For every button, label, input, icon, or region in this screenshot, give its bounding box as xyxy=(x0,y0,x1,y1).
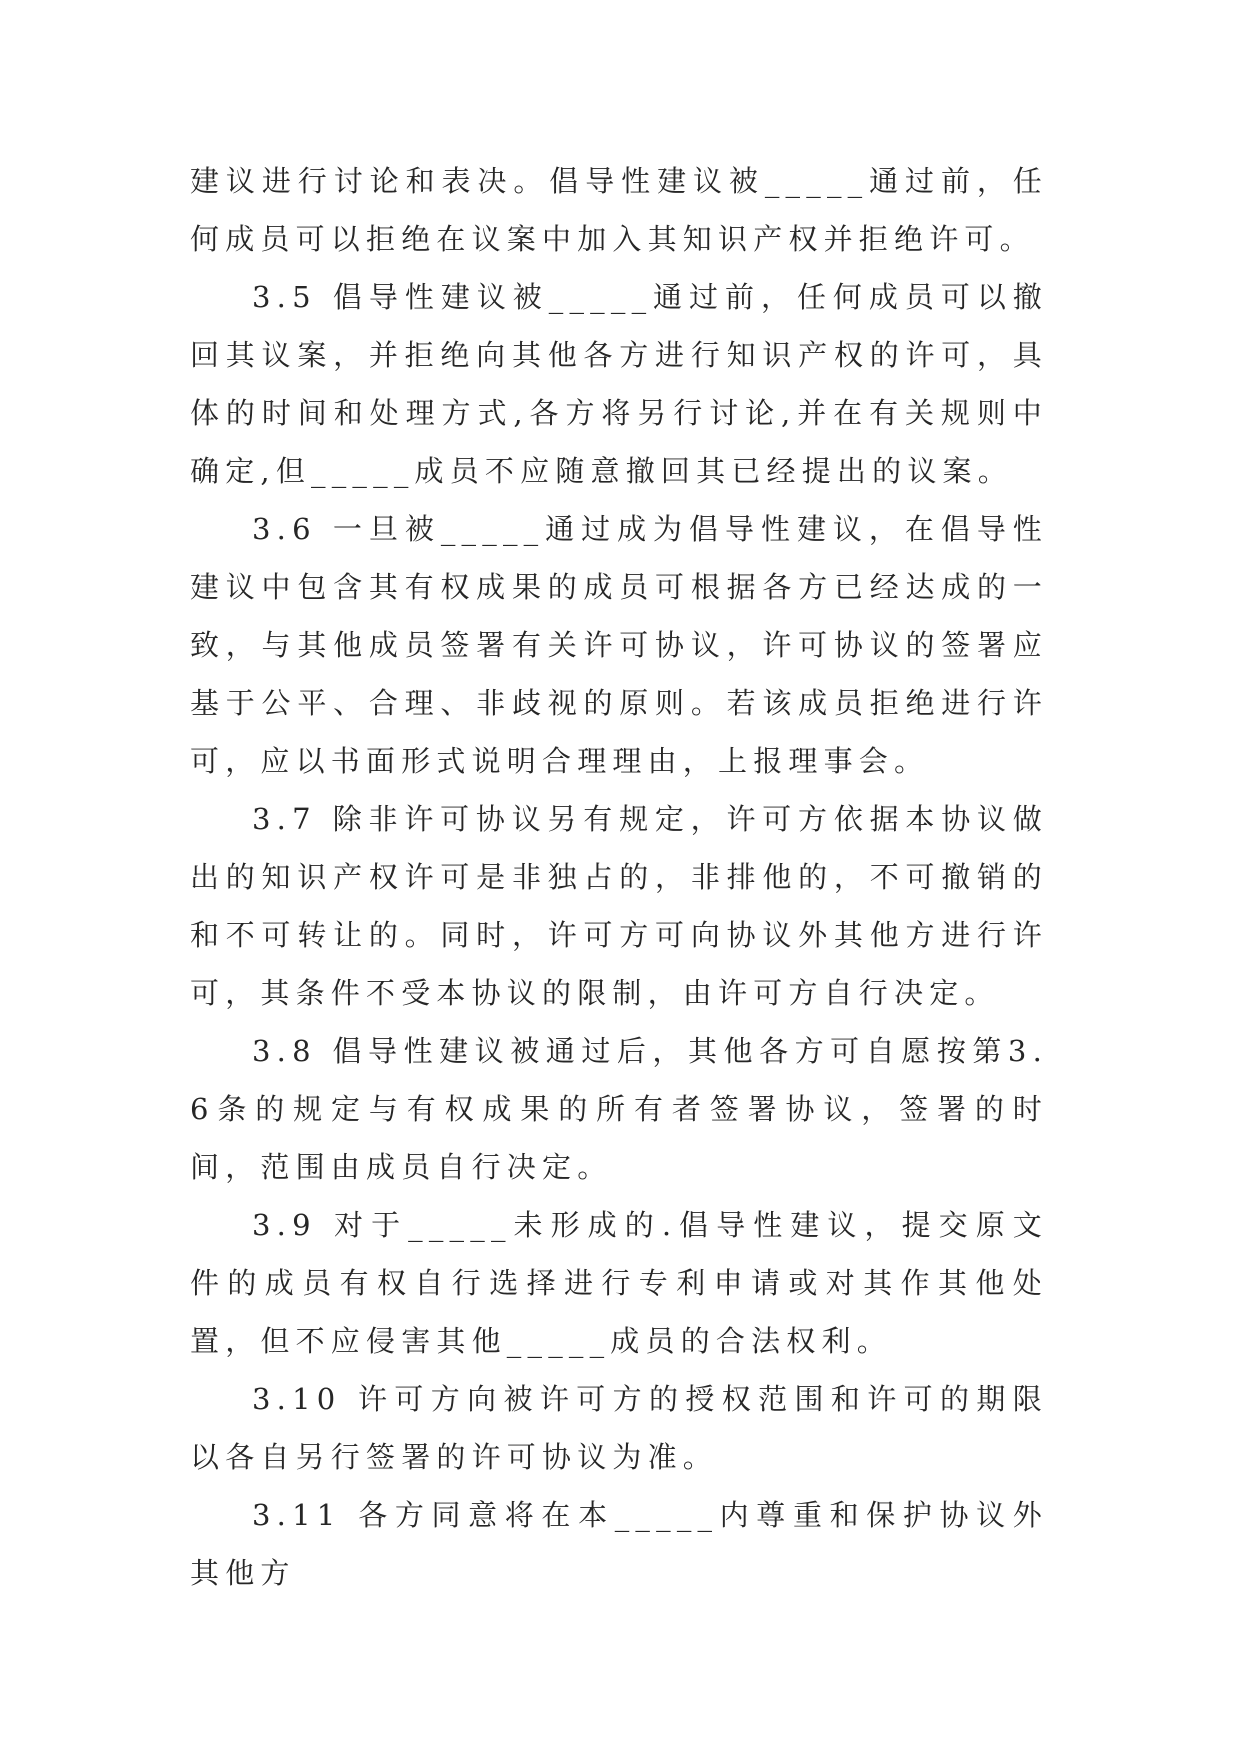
paragraph-clause-3-9: 3.9 对于_____未形成的.倡导性建议，提交原文件的成员有权自行选择进行专利申请或对其作其他处置，但不应侵害其他_____成员的合法权利。 xyxy=(190,1208,1048,1358)
document-body xyxy=(190,152,1048,1602)
paragraph-clause-3-7: 3.7 除非许可协议另有规定，许可方依据本协议做出的知识产权许可是非独占的，非排他的，不可撤销的和不可转让的。同时，许可方可向协议外其他方进行许可，其条件不受本协议的限制，由许可方自行决定。 xyxy=(190,802,1048,1010)
paragraph-clause-3-10: 3.10 许可方向被许可方的授权范围和许可的期限以各自另行签署的许可协议为准。 xyxy=(190,1382,1048,1474)
paragraph-continuation: 建议进行讨论和表决。倡导性建议被_____通过前，任何成员可以拒绝在议案中加入其知识产权并拒绝许可。 xyxy=(190,164,1048,256)
paragraph-clause-3-5: 3.5 倡导性建议被_____通过前，任何成员可以撤回其议案，并拒绝向其他各方进行知识产权的许可，具体的时间和处理方式,各方将另行讨论,并在有关规则中确定,但_____成员不应随意撤回其已经提出的议案。 xyxy=(190,280,1048,488)
paragraph-clause-3-11: 3.11 各方同意将在本_____内尊重和保护协议外其他方 xyxy=(190,1498,1048,1590)
paragraph-clause-3-8: 3.8 倡导性建议被通过后，其他各方可自愿按第3.6条的规定与有权成果的所有者签署协议，签署的时间，范围由成员自行决定。 xyxy=(190,1034,1048,1184)
paragraph-clause-3-6: 3.6 一旦被_____通过成为倡导性建议，在倡导性建议中包含其有权成果的成员可根据各方已经达成的一致，与其他成员签署有关许可协议，许可协议的签署应基于公平、合理、非歧视的原则。若该成员拒绝进行许可，应以书面形式说明合理理由，上报理事会。 xyxy=(190,512,1048,778)
